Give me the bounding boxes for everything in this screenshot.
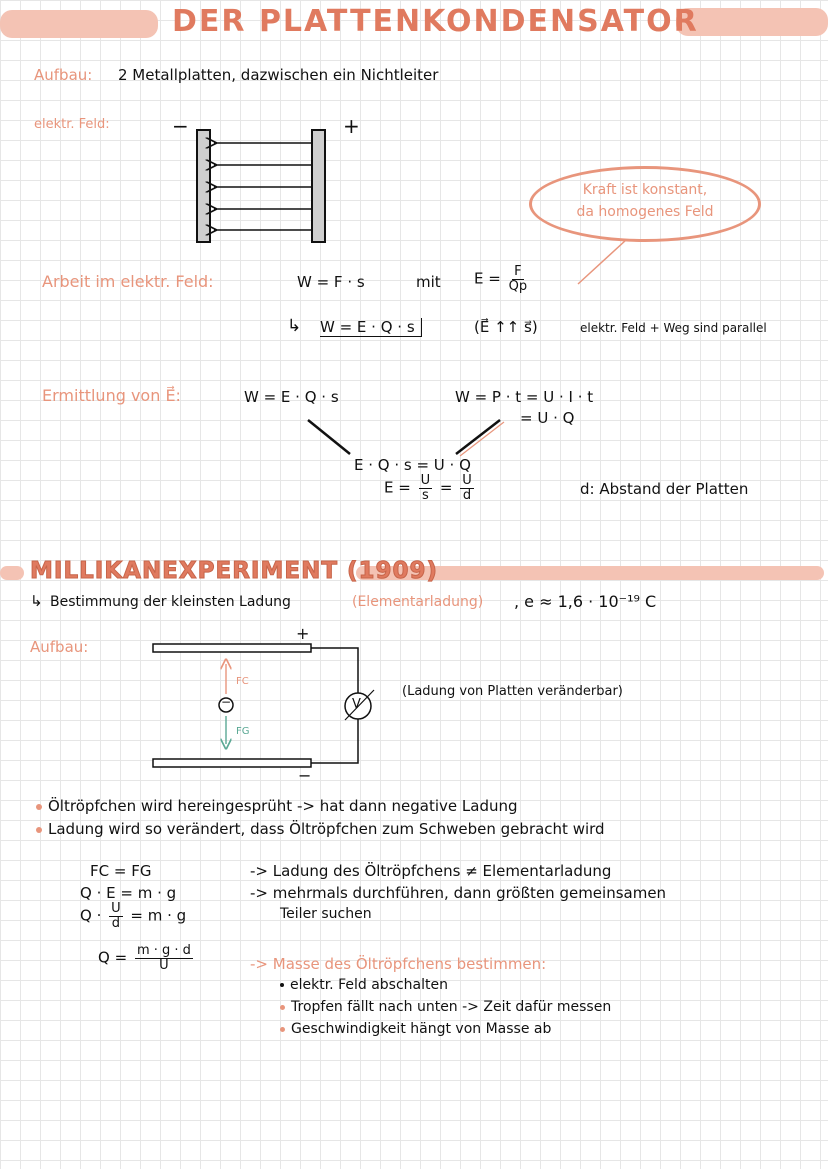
bullet-text-2: Ladung wird so verändert, dass Öltröpfchen zum Schweben gebracht wird (48, 820, 605, 838)
feld-plus: + (343, 114, 360, 138)
eq3-den: d (111, 915, 121, 931)
millikan-text: Bestimmung der kleinsten Ladung (50, 594, 291, 610)
fraction-u-s-den: s (421, 487, 429, 503)
result-arrow: ↳ (287, 316, 302, 336)
ermittlung-right-2: = U · Q (520, 409, 575, 427)
ermittlung-right-1: W = P · t = U · I · t (455, 388, 594, 406)
page-title: DER PLATTENKONDENSATOR (172, 4, 699, 39)
aufbau-label: Aufbau: (34, 66, 93, 84)
distance-note: d: Abstand der Platten (580, 480, 749, 498)
note-3: -> Masse des Öltröpfchens bestimmen: (250, 955, 547, 973)
millikan-band-left (0, 566, 24, 580)
step-dot (280, 1027, 285, 1032)
arbeit-mit: mit (416, 273, 441, 291)
bubble-line-2: da homogenes Feld (576, 204, 714, 220)
note-2b: Teiler suchen (280, 906, 372, 922)
equation-1: FC = FG (90, 862, 152, 880)
step-text-3: Geschwindigkeit hängt von Masse ab (291, 1021, 552, 1037)
eq4-lhs: Q = (98, 948, 128, 967)
equation-2: Q · E = m · g (80, 884, 177, 902)
e-definition (474, 265, 530, 293)
eq4-fraction (135, 944, 193, 972)
eq3-num: U (111, 901, 121, 916)
fraction-u-d (460, 474, 474, 502)
step-1 (280, 977, 448, 993)
e-result (384, 474, 477, 502)
left-plate (197, 130, 210, 242)
ermittlung-label: Ermittlung von E⃗: (42, 386, 181, 405)
parallel-symbol: (E⃗ ↑↑ s⃗) (474, 318, 538, 336)
eq4-num: m · g · d (136, 943, 191, 958)
right-plate (312, 130, 325, 242)
fraction-u-s (419, 474, 433, 502)
eq3-lhs: Q · (80, 906, 102, 925)
aufbau-text: 2 Metallplatten, dazwischen ein Nichtleiter (118, 66, 439, 84)
bullet-item-1 (36, 797, 518, 815)
e-result-lhs: E = (384, 478, 411, 497)
droplet-sign: − (221, 695, 232, 709)
step-text-2: Tropfen fällt nach unten -> Zeit dafür messen (291, 999, 612, 1015)
arbeit-result: W = E · Q · s (320, 318, 422, 337)
connector-right (456, 420, 500, 454)
e-fraction (509, 265, 527, 293)
bubble-pointer (578, 240, 626, 284)
voltmeter-label: V (352, 697, 361, 712)
top-plate (153, 644, 311, 652)
ermittlung-center: E · Q · s = U · Q (354, 456, 471, 474)
top-plate-plus: + (296, 624, 310, 643)
bullet-dot (36, 804, 42, 810)
e-num: F (514, 264, 522, 279)
equation-4 (98, 944, 196, 972)
connector-left (308, 420, 350, 454)
note-1: -> Ladung des Öltröpfchens ≠ Elementarladung (250, 862, 612, 880)
millikan-arrow: ↳ (30, 592, 43, 610)
fc-label: FC (236, 676, 249, 687)
arbeit-label: Arbeit im elektr. Feld: (42, 272, 214, 291)
e-lhs: E = (474, 269, 501, 288)
bullet-dot (36, 827, 42, 833)
fraction-u-s-num: U (420, 473, 431, 488)
millikan-value: , e ≈ 1,6 · 10⁻¹⁹ C (514, 592, 657, 611)
bullet-text-1: Öltröpfchen wird hereingesprüht -> hat dann negative Ladung (48, 797, 518, 815)
e-den: Qp (508, 278, 528, 294)
feld-minus: − (172, 114, 189, 138)
fraction-u-d-den: d (462, 487, 472, 503)
eq4-den: U (159, 957, 169, 973)
plates-note: (Ladung von Platten veränderbar) (402, 684, 623, 699)
fg-label: FG (236, 726, 250, 737)
connector-right-shade (460, 422, 504, 456)
bottom-plate-minus: − (298, 766, 312, 785)
arbeit-formula: W = F · s (297, 273, 365, 291)
bullet-item-2 (36, 820, 605, 838)
note-2a: -> mehrmals durchführen, dann größten gemeinsamen (250, 884, 667, 902)
step-dot (280, 983, 284, 987)
step-text-1: elektr. Feld abschalten (290, 977, 448, 993)
equation-3 (80, 902, 186, 930)
step-3 (280, 1021, 551, 1037)
bottom-plate (153, 759, 311, 767)
bubble-line-1: Kraft ist konstant, (582, 182, 708, 198)
eq3-rhs: = m · g (130, 906, 187, 925)
parallel-note: elektr. Feld + Weg sind parallel (580, 321, 767, 335)
millikan-title: MILLIKANEXPERIMENT (1909) (30, 558, 439, 584)
ermittlung-left: W = E · Q · s (244, 388, 339, 406)
equals-sign: = (439, 478, 453, 497)
step-dot (280, 1005, 285, 1010)
feld-label: elektr. Feld: (34, 117, 110, 132)
aufbau2-label: Aufbau: (30, 638, 89, 656)
step-2 (280, 999, 611, 1015)
eq3-fraction (109, 902, 123, 930)
fraction-u-d-num: U (462, 473, 472, 488)
millikan-paren: (Elementarladung) (352, 594, 484, 610)
